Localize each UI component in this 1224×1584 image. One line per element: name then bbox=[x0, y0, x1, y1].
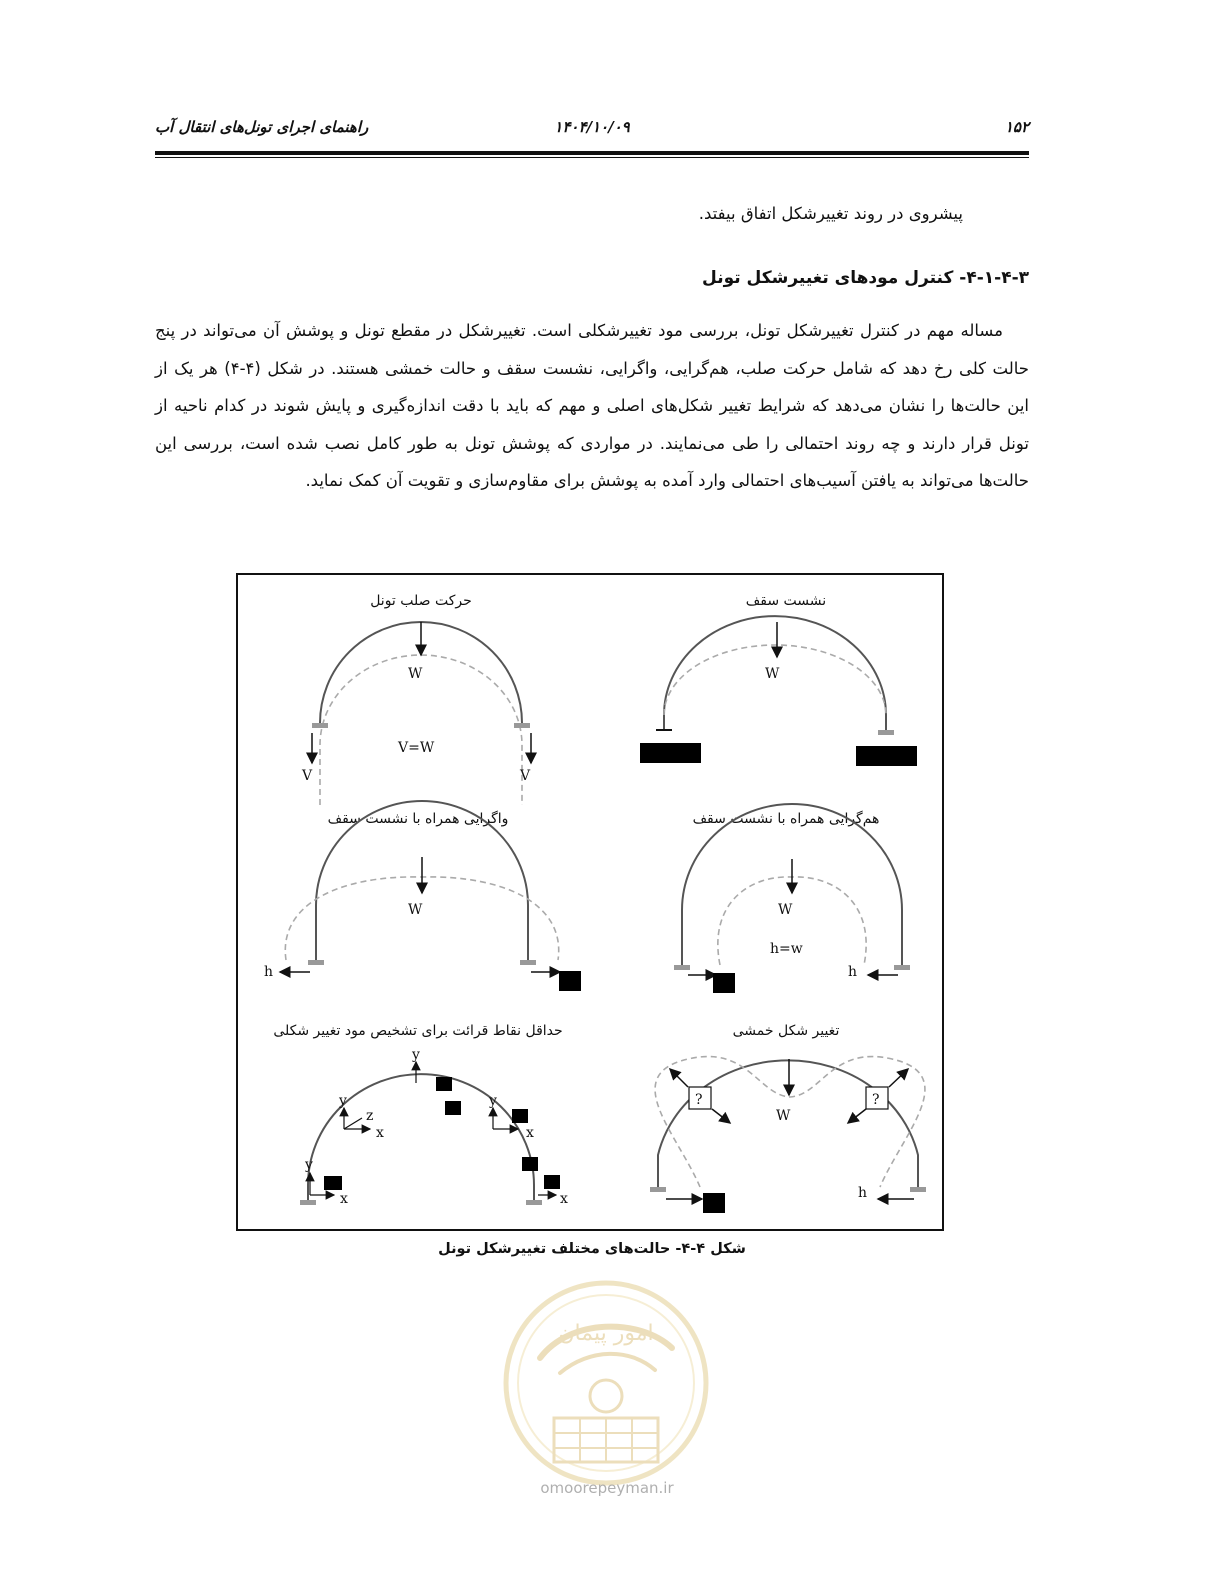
panel-min-points bbox=[273, 1023, 568, 1207]
page-number: ۱۵۲ bbox=[1004, 118, 1029, 136]
section-heading: ۴-۱-۴-۳- کنترل مودهای تغییرشکل تونل bbox=[702, 268, 1029, 288]
label-w: W bbox=[765, 666, 780, 682]
axis-y: y bbox=[412, 1047, 420, 1063]
figure-deformation-modes bbox=[236, 573, 944, 1231]
redaction-box bbox=[445, 1101, 461, 1115]
panel-title-crown: نشست سقف bbox=[745, 593, 827, 609]
label-h-right: h bbox=[848, 964, 858, 980]
label-w: W bbox=[778, 902, 793, 918]
watermark-url: omoorepeyman.ir bbox=[540, 1479, 674, 1497]
figure-caption: شکل ۴-۴- حالت‌های مختلف تغییرشکل تونل bbox=[438, 1241, 746, 1257]
header-rule-thin bbox=[155, 157, 1029, 158]
support-left bbox=[300, 1200, 316, 1205]
axis-x: x bbox=[560, 1191, 568, 1207]
label-h-right: h bbox=[858, 1185, 868, 1201]
support-left bbox=[312, 723, 328, 728]
arrow-in bbox=[848, 1109, 866, 1123]
redaction-box bbox=[856, 746, 917, 766]
page-header bbox=[155, 118, 1029, 142]
arrow-out bbox=[670, 1069, 688, 1087]
label-w: W bbox=[776, 1108, 791, 1124]
support-right bbox=[526, 1200, 542, 1205]
label-q: ? bbox=[872, 1092, 880, 1108]
axis-x: x bbox=[526, 1125, 534, 1141]
redaction-box bbox=[559, 971, 581, 991]
panel-title-convergence: هم‌گرایی همراه با نشست سقف bbox=[692, 811, 880, 827]
axis-x: x bbox=[340, 1191, 348, 1207]
book-title: راهنمای اجرای تونل‌های انتقال آب bbox=[155, 118, 369, 136]
label-h-left: h bbox=[264, 964, 274, 980]
label-v-eq-w: V=W bbox=[398, 740, 435, 756]
arrow-in bbox=[712, 1109, 730, 1123]
continuation-text: پیشروی در روند تغییرشکل اتفاق بیفتد. bbox=[698, 204, 963, 223]
axis-x: x bbox=[376, 1125, 384, 1141]
axis-z: z bbox=[366, 1108, 374, 1124]
redaction-box bbox=[522, 1157, 538, 1171]
label-v-left: V bbox=[302, 768, 313, 784]
label-h-eq-w: h=w bbox=[770, 941, 803, 957]
figure-drawing bbox=[238, 575, 942, 1229]
support-left bbox=[650, 1187, 666, 1192]
label-q: ? bbox=[695, 1092, 703, 1108]
panel-title-rigid: حرکت صلب تونل bbox=[370, 593, 472, 609]
axis-y: y bbox=[339, 1093, 347, 1109]
redaction-box bbox=[436, 1077, 452, 1091]
support-right bbox=[910, 1187, 926, 1192]
axis-y: y bbox=[305, 1157, 313, 1173]
support-left bbox=[674, 965, 690, 970]
paragraph-text: مساله مهم در کنترل تغییرشکل تونل، بررسی مود تغییرشکلی است. تغییرشکل در مقطع تونل و پوشش آن می‌تواند در پنج حالت کلی رخ دهد که شامل حرکت صلب، هم‌گرایی، واگرایی، نشست سقف و حالت خمشی هستند. در شکل (۴-۴) هر یک از این حالت‌ها را نشان می‌دهد که شرایط تغییر شکل‌های اصلی و مهم که باید با دقت اندازه‌گیری و پایش شوند در کدام ناحیه از تونل قرار دارند و چه روند احتمالی را طی می‌نمایند. در مواردی که پوشش تونل به طور کامل نصب شده است، بررسی این حالت‌ها می‌تواند به یافتن آسیب‌های احتمالی وارد آمده به پوشش برای مقاوم‌سازی و تقویت آن کمک نماید. bbox=[155, 321, 1030, 490]
panel-crown-settlement bbox=[640, 593, 917, 766]
label-v-right: V bbox=[520, 768, 531, 784]
label-w: W bbox=[408, 666, 423, 682]
axis-y: y bbox=[489, 1093, 497, 1109]
support-left bbox=[308, 960, 324, 965]
redaction-box bbox=[512, 1109, 528, 1123]
panel-divergence bbox=[264, 801, 581, 991]
redaction-box bbox=[713, 973, 735, 993]
panel-title-divergence: واگرایی همراه با نشست سقف bbox=[327, 811, 509, 827]
support-right bbox=[520, 960, 536, 965]
support-right bbox=[514, 723, 530, 728]
panel-title-min-points: حداقل نقاط قرائت برای تشخیص مود تغییر شکلی bbox=[273, 1023, 563, 1039]
support-right bbox=[878, 730, 894, 735]
panel-bending bbox=[650, 1023, 926, 1213]
redaction-box bbox=[703, 1193, 725, 1213]
redaction-box bbox=[544, 1175, 560, 1189]
panel-rigid-motion bbox=[301, 593, 531, 805]
support-right bbox=[894, 965, 910, 970]
panel-convergence bbox=[674, 804, 910, 993]
arrow-out bbox=[889, 1069, 908, 1087]
header-rule-thick bbox=[155, 151, 1029, 155]
watermark-logo-text: امور پیمان bbox=[558, 1321, 654, 1346]
panel-title-bending: تغییر شکل خمشی bbox=[732, 1023, 840, 1039]
header-date: ۱۴۰۴/۱۰/۰۹ bbox=[554, 118, 630, 136]
redaction-box bbox=[640, 743, 701, 763]
body-paragraph bbox=[155, 312, 1029, 500]
label-w: W bbox=[408, 902, 423, 918]
redaction-box bbox=[324, 1176, 342, 1190]
watermark-logo bbox=[500, 1278, 712, 1508]
